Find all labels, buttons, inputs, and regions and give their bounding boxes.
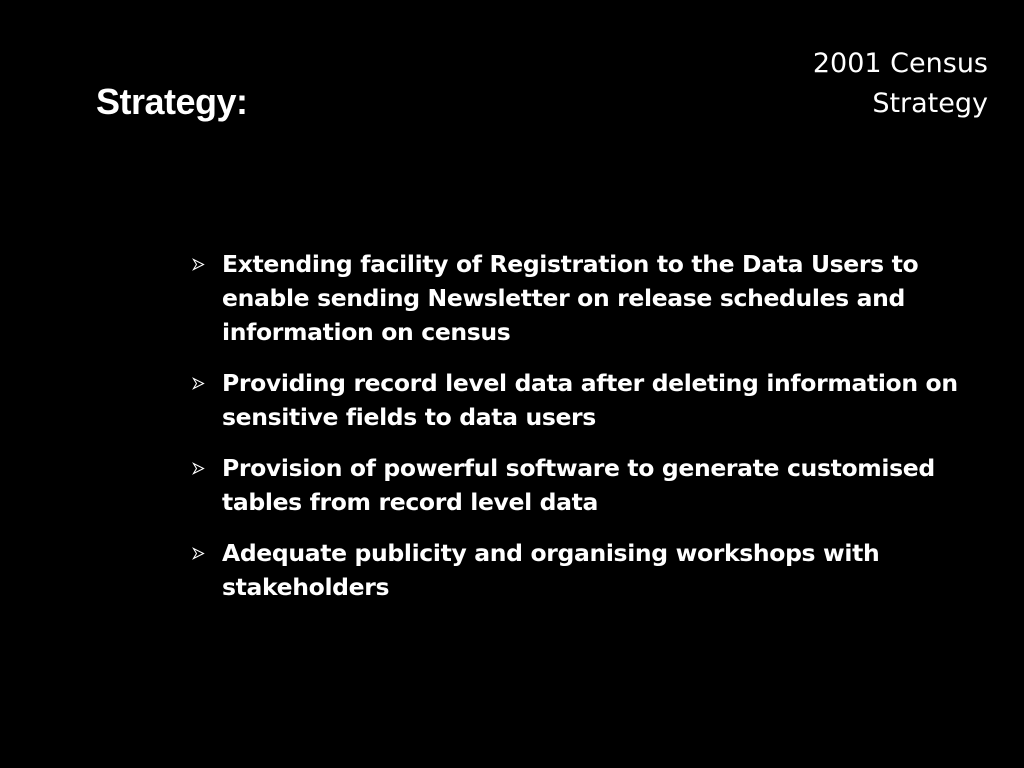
bullet-text: Adequate publicity and organising workshops with stakeholders [222, 539, 880, 601]
bullet-item [190, 536, 970, 604]
bullet-item [190, 366, 970, 434]
arrowhead-bullet-icon [190, 536, 222, 570]
corner-section-label [813, 44, 988, 124]
bullet-text: Providing record level data after deleting information on sensitive fields to data users [222, 369, 958, 431]
arrowhead-bullet-icon [190, 451, 222, 485]
bullet-list [190, 247, 970, 621]
bullet-item [190, 451, 970, 519]
arrowhead-bullet-icon [190, 366, 222, 400]
bullet-text: Provision of powerful software to generate customised tables from record level data [222, 454, 935, 516]
corner-label-line-2: Strategy [872, 88, 988, 119]
bullet-item [190, 247, 970, 349]
arrowhead-bullet-icon [190, 247, 222, 281]
bullet-text: Extending facility of Registration to the Data Users to enable sending Newsletter on release schedules and information on census [222, 250, 919, 346]
corner-label-line-1: 2001 Census [812, 48, 988, 79]
slide-title: Strategy: [96, 81, 248, 122]
